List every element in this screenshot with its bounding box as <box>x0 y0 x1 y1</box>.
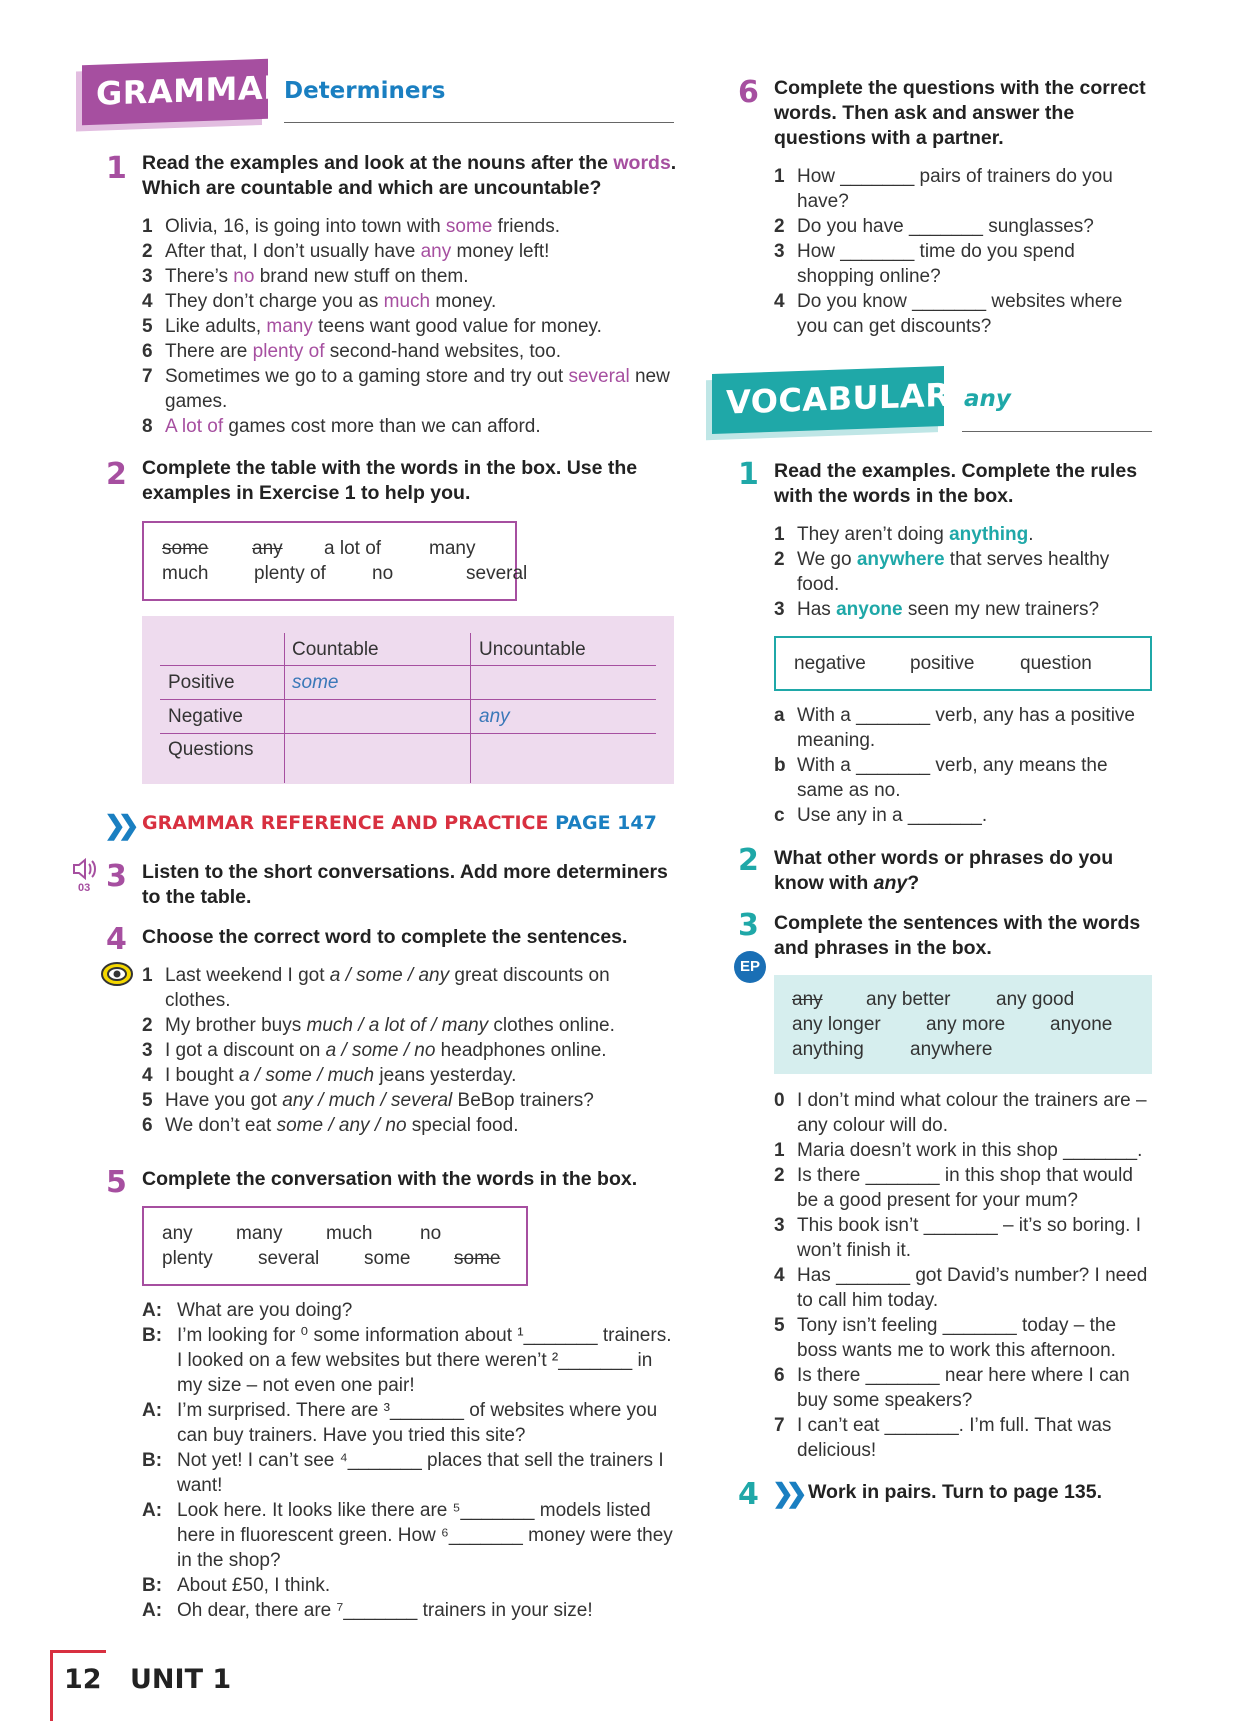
speaker-label: A: <box>142 1400 163 1421</box>
word-box-item: plenty of <box>254 563 326 584</box>
list-item <box>142 963 662 1013</box>
list-item <box>774 1088 1149 1138</box>
item-text: Do you have _______ sunglasses? <box>797 216 1094 237</box>
speaker-label: B: <box>142 1325 163 1346</box>
word-box-item: some <box>454 1248 501 1269</box>
choice-options: a / some / much <box>238 1065 375 1086</box>
extra-practice-badge: EP <box>734 951 766 983</box>
item-number: 6 <box>142 341 153 362</box>
exercise-1-instruction: Read the examples and look at the nouns after the words. Which are countable and which are uncountable? <box>142 152 677 199</box>
table-header: Uncountable <box>479 639 586 660</box>
word-box-item: any <box>792 989 823 1010</box>
list-item <box>774 522 1144 547</box>
item-number: 3 <box>142 266 153 287</box>
list-item <box>142 314 677 339</box>
exercise-number: 3 <box>738 908 759 943</box>
word-box <box>774 975 1152 1074</box>
list-item <box>774 1263 1149 1313</box>
determiners-table <box>142 616 674 784</box>
exercise-3-instruction: Listen to the short conversations. Add more determiners to the table. <box>142 861 668 908</box>
page-number: 12 <box>64 1664 102 1695</box>
item-text: Tony isn’t feeling _______ today – the boss wants me to work this afternoon. <box>797 1315 1117 1361</box>
item-number: 1 <box>774 1140 785 1161</box>
item-text: How _______ pairs of trainers do you have? <box>797 166 1113 212</box>
item-text: We go anywhere that serves healthy food. <box>797 549 1110 595</box>
exercise-number: 2 <box>738 843 759 878</box>
choice-options: a / some / any <box>329 965 450 986</box>
exercise-number: 2 <box>106 457 127 492</box>
word-box-item: many <box>429 538 476 559</box>
item-text: Is there _______ near here where I can buy some speakers? <box>797 1365 1130 1411</box>
item-text: Sometimes we go to a gaming store and try out several new games. <box>165 366 670 412</box>
item-text: I don’t mind what colour the trainers are – any colour will do. <box>797 1090 1147 1136</box>
word-box-item: plenty <box>162 1248 213 1269</box>
highlight-word: several <box>568 366 630 387</box>
table-row-label: Questions <box>168 739 254 760</box>
word-box-item: much <box>326 1223 373 1244</box>
list-item <box>774 214 1134 239</box>
speaker-label: A: <box>142 1300 163 1321</box>
exercise-6-instruction: Complete the questions with the correct words. Then ask and answer the questions with a partner. <box>774 77 1146 149</box>
word-box-item: much <box>162 563 209 584</box>
word-box-item: many <box>236 1223 283 1244</box>
choice-options: much / a lot of / many <box>306 1015 489 1036</box>
word-box-item: any <box>162 1223 193 1244</box>
double-chevron-icon: ❯❯ <box>104 810 132 840</box>
item-number: 5 <box>774 1315 785 1336</box>
vocabulary-subtitle: any <box>964 386 1011 412</box>
list-item <box>774 803 1149 828</box>
word-box-item: any good <box>996 989 1075 1010</box>
audio-speaker-icon[interactable] <box>72 858 98 880</box>
item-number: 2 <box>142 1015 153 1036</box>
table-header: Countable <box>292 639 379 660</box>
conversation-line <box>142 1598 677 1623</box>
footer-bar <box>50 1650 53 1721</box>
exercise-number: 5 <box>106 1165 127 1200</box>
item-number: 7 <box>142 366 153 387</box>
word-box-item: question <box>1020 653 1092 674</box>
line-text: Not yet! I can’t see ⁴_______ places that sell the trainers I want! <box>177 1450 664 1496</box>
highlight-word: some <box>445 216 493 237</box>
audio-track-number: 03 <box>78 882 91 894</box>
word-box-item: no <box>420 1223 442 1244</box>
unit-label: UNIT 1 <box>130 1664 232 1695</box>
word-box-item: any longer <box>792 1014 881 1035</box>
speaker-label: A: <box>142 1500 163 1521</box>
word-box-item: any more <box>926 1014 1006 1035</box>
list-item <box>774 289 1134 339</box>
table-row-label: Negative <box>168 706 243 727</box>
word-box-item: any <box>252 538 283 559</box>
item-text: Have you got any / much / several BeBop trainers? <box>165 1090 594 1111</box>
list-item <box>142 1063 662 1088</box>
list-item <box>774 703 1149 753</box>
heading-rule <box>284 122 674 123</box>
vocab-4-instruction: Work in pairs. Turn to page 135. <box>808 1481 1103 1503</box>
item-text: My brother buys much / a lot of / many clothes online. <box>165 1015 615 1036</box>
word-box <box>774 636 1152 691</box>
conversation-line <box>142 1498 677 1573</box>
vocab-1-instruction: Read the examples. Complete the rules with the words in the box. <box>774 460 1138 507</box>
word-box <box>142 521 528 601</box>
line-text: Oh dear, there are ⁷_______ trainers in your size! <box>177 1600 593 1621</box>
speaker-label: A: <box>142 1600 163 1621</box>
line-text: What are you doing? <box>177 1300 353 1321</box>
highlight-word: no <box>233 266 255 287</box>
item-text: Olivia, 16, is going into town with some friends. <box>165 216 560 237</box>
list-item <box>142 1038 662 1063</box>
item-number: 0 <box>774 1090 785 1111</box>
item-number: 1 <box>774 524 785 545</box>
line-text: Look here. It looks like there are ⁵_______ models listed here in fluorescent green. How ⁶_______ money were they in the shop? <box>177 1500 673 1571</box>
item-text: Last weekend I got a / some / any great discounts on clothes. <box>165 965 610 1011</box>
exercise-number: 4 <box>106 922 127 957</box>
exercise-number: 1 <box>738 457 759 492</box>
item-text: There are plenty of second-hand websites, too. <box>165 341 562 362</box>
conversation-line <box>142 1448 677 1498</box>
list-item <box>774 1163 1149 1213</box>
list-item <box>142 1113 662 1138</box>
list-item <box>774 1313 1149 1363</box>
list-item <box>142 364 677 414</box>
item-text: There’s no brand new stuff on them. <box>165 266 469 287</box>
speaker-label: B: <box>142 1450 163 1471</box>
item-number: 2 <box>774 216 785 237</box>
item-number: 1 <box>142 216 153 237</box>
exercise-number: 3 <box>106 859 127 894</box>
word-box <box>142 1206 528 1286</box>
list-item <box>774 1363 1149 1413</box>
highlight-word: much <box>383 291 431 312</box>
grammar-heading: GRAMMAR <box>82 59 268 125</box>
list-item <box>774 753 1149 803</box>
highlight-word: anything <box>949 524 1029 545</box>
item-text: With a _______ verb, any means the same as no. <box>797 755 1108 801</box>
list-item <box>142 414 677 439</box>
table-row-label: Positive <box>168 672 235 693</box>
exercise-5-instruction: Complete the conversation with the words in the box. <box>142 1168 638 1190</box>
word-box-item: some <box>364 1248 411 1269</box>
item-text: Maria doesn’t work in this shop _______. <box>797 1140 1143 1161</box>
list-item <box>142 1088 662 1113</box>
item-text: We don’t eat some / any / no special food. <box>165 1115 519 1136</box>
item-number: 4 <box>774 1265 785 1286</box>
item-number: 3 <box>774 599 785 620</box>
word-box-item: any better <box>866 989 951 1010</box>
item-text: I can’t eat _______. I’m full. That was delicious! <box>797 1415 1112 1461</box>
item-text: Use any in a _______. <box>797 805 988 826</box>
line-text: I’m surprised. There are ³_______ of websites where you can buy trainers. Have you tried this site? <box>177 1400 658 1446</box>
item-number: 2 <box>774 1165 785 1186</box>
word-box-item: some <box>162 538 209 559</box>
vocabulary-heading: VOCABULARY <box>712 366 944 434</box>
grammar-subtitle: Determiners <box>284 78 446 104</box>
word-box-item: no <box>372 563 394 584</box>
item-text: Has anyone seen my new trainers? <box>797 599 1100 620</box>
grammar-reference-link[interactable]: GRAMMAR REFERENCE AND PRACTICE PAGE 147 <box>142 812 657 834</box>
item-number: 1 <box>142 965 153 986</box>
double-chevron-icon: ❯❯ <box>772 1478 800 1508</box>
word-box-item: several <box>466 563 528 584</box>
item-number: 8 <box>142 416 153 437</box>
highlight-word: anyone <box>836 599 903 620</box>
table-example: any <box>479 706 510 727</box>
item-number: 4 <box>142 291 153 312</box>
exercise-2-instruction: Complete the table with the words in the box. Use the examples in Exercise 1 to help you. <box>142 457 638 504</box>
item-number: 6 <box>142 1115 153 1136</box>
item-number: 7 <box>774 1415 785 1436</box>
footer-bar <box>50 1650 106 1653</box>
item-number: 3 <box>774 241 785 262</box>
item-number: a <box>774 705 785 726</box>
item-number: 2 <box>142 241 153 262</box>
item-text: Has _______ got David’s number? I need to call him today. <box>797 1265 1148 1311</box>
list-item <box>774 547 1144 597</box>
item-text: Is there _______ in this shop that would be a good present for your mum? <box>797 1165 1133 1211</box>
list-item <box>142 339 677 364</box>
list-item <box>774 597 1144 622</box>
item-number: 6 <box>774 1365 785 1386</box>
item-text: After that, I don’t usually have any money left! <box>165 241 550 262</box>
item-number: 3 <box>142 1040 153 1061</box>
line-text: About £50, I think. <box>177 1575 331 1596</box>
choice-options: any / much / several <box>282 1090 453 1111</box>
item-text: A lot of games cost more than we can afford. <box>165 416 541 437</box>
word-box-item: a lot of <box>324 538 382 559</box>
word-box-item: anywhere <box>910 1039 993 1060</box>
speaker-label: B: <box>142 1575 163 1596</box>
item-text: They aren’t doing anything. <box>797 524 1034 545</box>
item-number: 4 <box>774 291 785 312</box>
exercise-number: 4 <box>738 1477 759 1512</box>
word-box-item: positive <box>910 653 975 674</box>
list-item <box>774 1413 1149 1463</box>
exercise-number: 1 <box>106 151 127 186</box>
list-item <box>142 1013 662 1038</box>
conversation-line <box>142 1298 677 1323</box>
item-text: I got a discount on a / some / no headphones online. <box>165 1040 607 1061</box>
conversation-line <box>142 1573 677 1598</box>
choice-options: a / some / no <box>325 1040 436 1061</box>
highlight-word: A lot of <box>165 416 224 437</box>
list-item <box>142 289 677 314</box>
item-text: They don’t charge you as much money. <box>165 291 497 312</box>
line-text: I’m looking for ⁰ some information about ¹_______ trainers. I looked on a few websites but there weren’t ²_______ in my size – not even one pair! <box>177 1325 672 1396</box>
eye-icon <box>100 961 134 987</box>
item-number: 2 <box>774 549 785 570</box>
list-item <box>774 164 1134 214</box>
vocab-2-instruction: What other words or phrases do you know with any? <box>774 847 1114 894</box>
choice-options: some / any / no <box>276 1115 407 1136</box>
list-item <box>774 1213 1149 1263</box>
highlight-word: many <box>266 316 313 337</box>
item-number: 5 <box>142 1090 153 1111</box>
word-box-item: anything <box>792 1039 864 1060</box>
item-text: Do you know _______ websites where you can get discounts? <box>797 291 1123 337</box>
conversation-line <box>142 1323 677 1398</box>
item-number: 1 <box>774 166 785 187</box>
item-number: 3 <box>774 1215 785 1236</box>
heading-rule <box>962 431 1152 432</box>
list-item <box>774 239 1134 289</box>
list-item <box>774 1138 1149 1163</box>
item-number: 4 <box>142 1065 153 1086</box>
word-box-item: negative <box>794 653 866 674</box>
item-number: c <box>774 805 785 826</box>
conversation-line <box>142 1398 677 1448</box>
vocab-3-instruction: Complete the sentences with the words and phrases in the box. <box>774 912 1141 959</box>
list-item <box>142 214 677 239</box>
item-number: b <box>774 755 786 776</box>
item-text: With a _______ verb, any has a positive meaning. <box>797 705 1135 751</box>
item-text: How _______ time do you spend shopping online? <box>797 241 1075 287</box>
item-text: This book isn’t _______ – it’s so boring. I won’t finish it. <box>797 1215 1141 1261</box>
highlight-word: anywhere <box>856 549 945 570</box>
list-item <box>142 264 677 289</box>
item-text: Like adults, many teens want good value for money. <box>165 316 602 337</box>
highlight-word: plenty of <box>252 341 325 362</box>
highlight-word: any <box>420 241 452 262</box>
exercise-number: 6 <box>738 75 759 110</box>
list-item <box>142 239 677 264</box>
item-text: I bought a / some / much jeans yesterday. <box>165 1065 517 1086</box>
item-number: 5 <box>142 316 153 337</box>
exercise-4-instruction: Choose the correct word to complete the sentences. <box>142 926 628 948</box>
word-box-item: several <box>258 1248 320 1269</box>
table-example: some <box>292 672 339 693</box>
word-box-item: anyone <box>1050 1014 1113 1035</box>
